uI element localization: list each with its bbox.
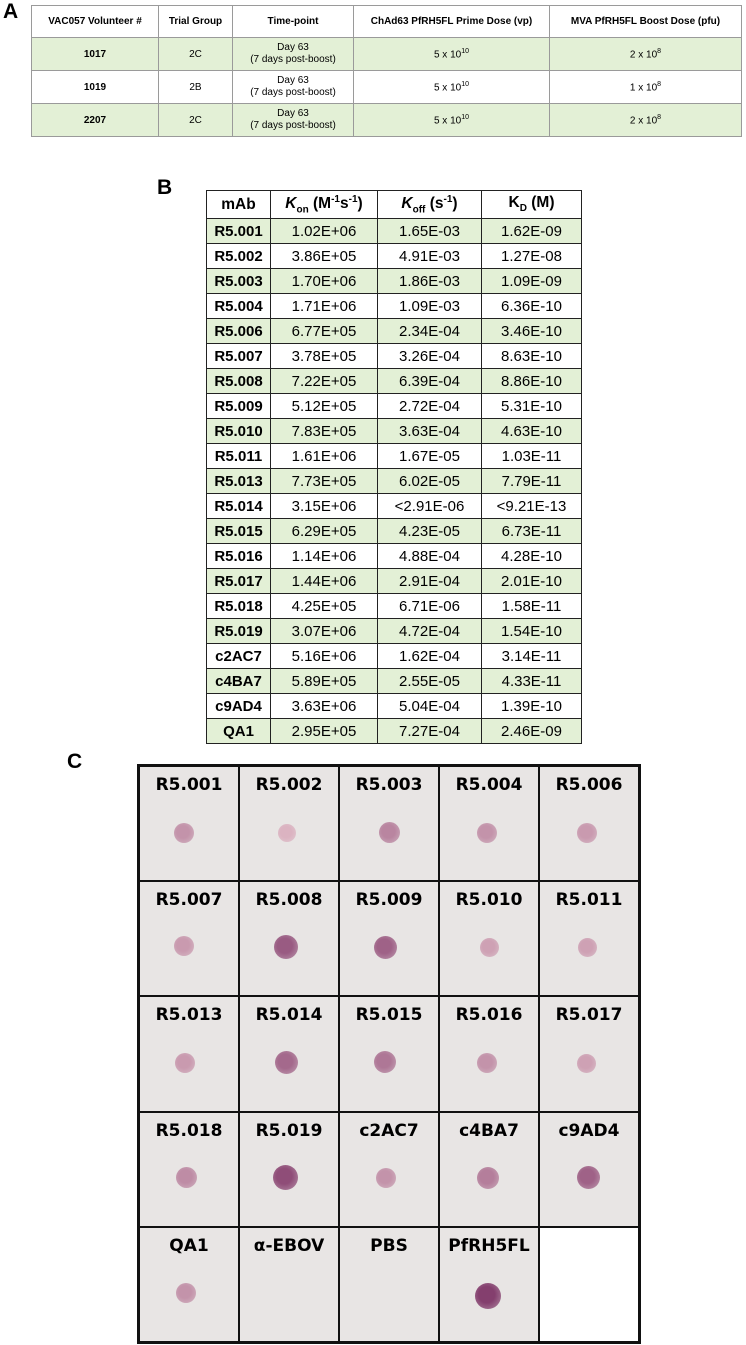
table-row xyxy=(32,38,742,71)
dot-blot-cell xyxy=(339,766,439,881)
boost-dose: 2 x $10^8$ xyxy=(550,38,742,71)
koff-value: 7.27E-04 xyxy=(378,719,482,744)
dot-blot-label: R5.003 xyxy=(355,775,423,795)
boost-dose: 1 x $10^8$ xyxy=(550,71,742,104)
kd-value: 1.27E-08 xyxy=(482,244,582,269)
dot-blot-spot xyxy=(577,1166,600,1189)
kd-value: 4.33E-11 xyxy=(482,669,582,694)
koff-value: 1.86E-03 xyxy=(378,269,482,294)
mab-name: c9AD4 xyxy=(207,694,271,719)
mab-name: R5.008 xyxy=(207,369,271,394)
dot-blot-cell xyxy=(439,881,539,996)
panel-label-a: A xyxy=(3,0,19,23)
dot-blot-label: c2AC7 xyxy=(359,1120,419,1141)
koff-value: 6.02E-05 xyxy=(378,469,482,494)
col-header-kd: $K_D$ (M) xyxy=(482,191,582,219)
mab-name: R5.013 xyxy=(207,469,271,494)
dot-blot-cell xyxy=(539,881,639,996)
table-row xyxy=(207,269,582,294)
koff-value: 1.62E-04 xyxy=(378,644,482,669)
table-row xyxy=(207,644,582,669)
koff-value: 4.91E-03 xyxy=(378,244,482,269)
mab-name: R5.015 xyxy=(207,519,271,544)
dot-blot-spot xyxy=(577,1054,596,1073)
dot-blot-label: R5.009 xyxy=(355,890,423,911)
dot-blot-grid xyxy=(137,764,641,1344)
kon-value: 7.73E+05 xyxy=(271,469,378,494)
dot-blot-label: R5.002 xyxy=(255,775,323,795)
kd-value: 7.79E-11 xyxy=(482,469,582,494)
koff-value: 1.09E-03 xyxy=(378,294,482,319)
dot-blot-cell xyxy=(139,996,239,1111)
dot-blot-label: R5.004 xyxy=(455,775,523,795)
table-row xyxy=(207,469,582,494)
dot-blot-cell xyxy=(339,1227,439,1342)
mab-name: R5.007 xyxy=(207,344,271,369)
kon-value: 6.77E+05 xyxy=(271,319,378,344)
dot-blot-label: R5.013 xyxy=(155,1005,223,1026)
time-point: Day 63 (7 days post-boost) xyxy=(233,104,354,137)
dot-blot-cell xyxy=(539,996,639,1111)
dot-blot-label: R5.019 xyxy=(255,1120,323,1141)
kon-value: 7.83E+05 xyxy=(271,419,378,444)
col-header-kon: $K_{on}$ $(M^{-1}s^{-1})$ xyxy=(271,191,378,219)
table-row xyxy=(207,719,582,744)
mab-name: R5.018 xyxy=(207,594,271,619)
dot-blot-label: R5.014 xyxy=(255,1005,323,1026)
dot-blot-spot xyxy=(379,822,400,843)
table-row xyxy=(207,244,582,269)
mab-name: R5.002 xyxy=(207,244,271,269)
kon-value: 1.61E+06 xyxy=(271,444,378,469)
dot-blot-spot xyxy=(176,1283,196,1303)
table-header-row xyxy=(32,6,742,38)
table-row xyxy=(207,294,582,319)
dot-blot-cell xyxy=(139,766,239,881)
mab-name: R5.009 xyxy=(207,394,271,419)
mab-name: QA1 xyxy=(207,719,271,744)
kd-value: 8.86E-10 xyxy=(482,369,582,394)
mab-name: R5.004 xyxy=(207,294,271,319)
table-row xyxy=(207,519,582,544)
table-row xyxy=(207,369,582,394)
dot-blot-label: R5.016 xyxy=(455,1005,523,1026)
dot-blot-spot xyxy=(174,936,194,956)
table-row xyxy=(207,569,582,594)
koff-value: 6.39E-04 xyxy=(378,369,482,394)
koff-value: 2.55E-05 xyxy=(378,669,482,694)
kinetics-table-body xyxy=(207,219,582,744)
dot-blot-spot xyxy=(273,1165,298,1190)
prime-dose: 5 x $10^{10}$ xyxy=(354,104,550,137)
mab-name: R5.016 xyxy=(207,544,271,569)
dot-blot-cell xyxy=(339,1112,439,1227)
kon-value: 3.07E+06 xyxy=(271,619,378,644)
kd-value: 3.46E-10 xyxy=(482,319,582,344)
dot-blot-label: α-EBOV xyxy=(253,1235,325,1256)
col-header-boost-dose: MVA PfRH5FL Boost Dose (pfu) xyxy=(550,6,742,38)
kon-value: 3.86E+05 xyxy=(271,244,378,269)
kon-value: 1.14E+06 xyxy=(271,544,378,569)
mab-name: R5.006 xyxy=(207,319,271,344)
time-point: Day 63 (7 days post-boost) xyxy=(233,38,354,71)
dot-blot-label: R5.006 xyxy=(555,775,623,795)
mab-name: R5.003 xyxy=(207,269,271,294)
koff-value: 6.71E-06 xyxy=(378,594,482,619)
dot-blot-cell xyxy=(239,1227,339,1342)
koff-value: 1.67E-05 xyxy=(378,444,482,469)
dot-blot-spot xyxy=(477,1053,497,1073)
kd-value: 8.63E-10 xyxy=(482,344,582,369)
kon-value: 5.12E+05 xyxy=(271,394,378,419)
table-row xyxy=(207,669,582,694)
kon-value: 5.89E+05 xyxy=(271,669,378,694)
koff-value: 4.88E-04 xyxy=(378,544,482,569)
volunteer-id: 1017 xyxy=(32,38,159,71)
dot-blot-spot xyxy=(577,823,597,843)
volunteer-id: 2207 xyxy=(32,104,159,137)
table-header-row xyxy=(207,191,582,219)
trial-group: 2C xyxy=(159,38,233,71)
table-row xyxy=(207,444,582,469)
dot-blot-cell xyxy=(339,996,439,1111)
dot-blot-label: R5.010 xyxy=(455,890,523,911)
kon-value: 5.16E+06 xyxy=(271,644,378,669)
mab-name: R5.019 xyxy=(207,619,271,644)
mab-name: c4BA7 xyxy=(207,669,271,694)
panel-label-c: C xyxy=(67,750,83,773)
prime-dose: 5 x $10^{10}$ xyxy=(354,71,550,104)
dot-blot-spot xyxy=(275,1051,298,1074)
dot-blot-cell xyxy=(139,1112,239,1227)
dot-blot-label: R5.008 xyxy=(255,890,323,911)
dot-blot-spot xyxy=(475,1283,501,1309)
dot-blot-label: R5.017 xyxy=(555,1005,623,1026)
dot-blot-label: PfRH5FL xyxy=(448,1235,530,1256)
dot-blot-spot xyxy=(278,824,296,842)
table-row xyxy=(207,694,582,719)
mab-name: R5.011 xyxy=(207,444,271,469)
koff-value: 2.91E-04 xyxy=(378,569,482,594)
table-row xyxy=(32,104,742,137)
dot-blot-spot xyxy=(374,936,397,959)
koff-value: 3.63E-04 xyxy=(378,419,482,444)
kon-value: 1.71E+06 xyxy=(271,294,378,319)
table-row xyxy=(207,494,582,519)
table-row xyxy=(207,219,582,244)
mab-name: R5.001 xyxy=(207,219,271,244)
dot-blot-cell xyxy=(139,1227,239,1342)
kd-value: 6.36E-10 xyxy=(482,294,582,319)
table-row xyxy=(207,319,582,344)
col-header-volunteer: VAC057 Volunteer # xyxy=(32,6,159,38)
kon-value: 3.15E+06 xyxy=(271,494,378,519)
panel-label-b: B xyxy=(157,176,173,199)
dot-blot-cell xyxy=(239,766,339,881)
dot-blot-cell xyxy=(339,881,439,996)
mab-name: R5.010 xyxy=(207,419,271,444)
kd-value: 1.03E-11 xyxy=(482,444,582,469)
kon-value: 2.95E+05 xyxy=(271,719,378,744)
kd-value: 1.62E-09 xyxy=(482,219,582,244)
dot-blot-cell xyxy=(439,1112,539,1227)
kd-value: 1.09E-09 xyxy=(482,269,582,294)
dot-blot-cell xyxy=(539,766,639,881)
dot-blot-cell xyxy=(439,1227,539,1342)
mab-name: c2AC7 xyxy=(207,644,271,669)
dot-blot-spot xyxy=(274,935,298,959)
dot-blot-label: R5.011 xyxy=(555,890,623,911)
kd-value: 2.01E-10 xyxy=(482,569,582,594)
trial-group: 2B xyxy=(159,71,233,104)
volunteer-table xyxy=(31,5,742,137)
kd-value: 4.63E-10 xyxy=(482,419,582,444)
kon-value: 1.02E+06 xyxy=(271,219,378,244)
dot-blot-cell xyxy=(239,996,339,1111)
dot-blot-spot xyxy=(480,938,499,957)
mab-name: R5.017 xyxy=(207,569,271,594)
col-header-timepoint: Time-point xyxy=(233,6,354,38)
dot-blot-label: QA1 xyxy=(169,1235,209,1256)
kon-value: 7.22E+05 xyxy=(271,369,378,394)
kon-value: 1.70E+06 xyxy=(271,269,378,294)
dot-blot-spot xyxy=(174,823,194,843)
koff-value: 5.04E-04 xyxy=(378,694,482,719)
kd-value: 6.73E-11 xyxy=(482,519,582,544)
kon-value: 6.29E+05 xyxy=(271,519,378,544)
dot-blot-cell xyxy=(439,996,539,1111)
table-row xyxy=(207,619,582,644)
koff-value: 4.23E-05 xyxy=(378,519,482,544)
mab-name: R5.014 xyxy=(207,494,271,519)
table-row xyxy=(207,344,582,369)
dot-blot-spot xyxy=(578,938,597,957)
dot-blot-spot xyxy=(175,1053,195,1073)
kd-value: 1.54E-10 xyxy=(482,619,582,644)
table-row xyxy=(207,544,582,569)
dot-blot-cell xyxy=(439,766,539,881)
dot-blot-spot xyxy=(477,1167,499,1189)
dot-blot-label: c4BA7 xyxy=(459,1120,519,1141)
dot-blot-label: PBS xyxy=(370,1235,408,1256)
dot-blot-cell xyxy=(139,881,239,996)
dot-blot-cell xyxy=(539,1227,639,1342)
kinetics-table xyxy=(206,190,582,744)
dot-blot-label: c9AD4 xyxy=(558,1120,620,1141)
dot-blot-label: R5.018 xyxy=(155,1120,223,1141)
koff-value: <2.91E-06 xyxy=(378,494,482,519)
time-point: Day 63 (7 days post-boost) xyxy=(233,71,354,104)
kd-value: 2.46E-09 xyxy=(482,719,582,744)
kon-value: 1.44E+06 xyxy=(271,569,378,594)
dot-blot-cell xyxy=(539,1112,639,1227)
volunteer-id: 1019 xyxy=(32,71,159,104)
dot-blot-spot xyxy=(176,1167,197,1188)
kd-value: 4.28E-10 xyxy=(482,544,582,569)
boost-dose: 2 x $10^8$ xyxy=(550,104,742,137)
col-header-koff: $K_{off}$ $(s^{-1})$ xyxy=(378,191,482,219)
kon-value: 3.63E+06 xyxy=(271,694,378,719)
dot-blot-spot xyxy=(374,1051,396,1073)
col-header-prime-dose: ChAd63 PfRH5FL Prime Dose (vp) xyxy=(354,6,550,38)
table-row xyxy=(207,394,582,419)
dot-blot-spot xyxy=(477,823,497,843)
kd-value: 1.58E-11 xyxy=(482,594,582,619)
trial-group: 2C xyxy=(159,104,233,137)
kd-value: 5.31E-10 xyxy=(482,394,582,419)
table-row xyxy=(32,71,742,104)
col-header-mab: mAb xyxy=(207,191,271,219)
koff-value: 1.65E-03 xyxy=(378,219,482,244)
koff-value: 3.26E-04 xyxy=(378,344,482,369)
koff-value: 2.72E-04 xyxy=(378,394,482,419)
kon-value: 3.78E+05 xyxy=(271,344,378,369)
kd-value: <9.21E-13 xyxy=(482,494,582,519)
kon-value: 4.25E+05 xyxy=(271,594,378,619)
kd-value: 3.14E-11 xyxy=(482,644,582,669)
dot-blot-cell xyxy=(239,881,339,996)
koff-value: 4.72E-04 xyxy=(378,619,482,644)
dot-blot-label: R5.015 xyxy=(355,1005,423,1026)
table-row xyxy=(207,594,582,619)
koff-value: 2.34E-04 xyxy=(378,319,482,344)
dot-blot-label: R5.001 xyxy=(155,775,223,795)
prime-dose: 5 x $10^{10}$ xyxy=(354,38,550,71)
col-header-group: Trial Group xyxy=(159,6,233,38)
dot-blot-cell xyxy=(239,1112,339,1227)
kd-value: 1.39E-10 xyxy=(482,694,582,719)
dot-blot-label: R5.007 xyxy=(155,890,223,911)
table-row xyxy=(207,419,582,444)
dot-blot-spot xyxy=(376,1168,396,1188)
